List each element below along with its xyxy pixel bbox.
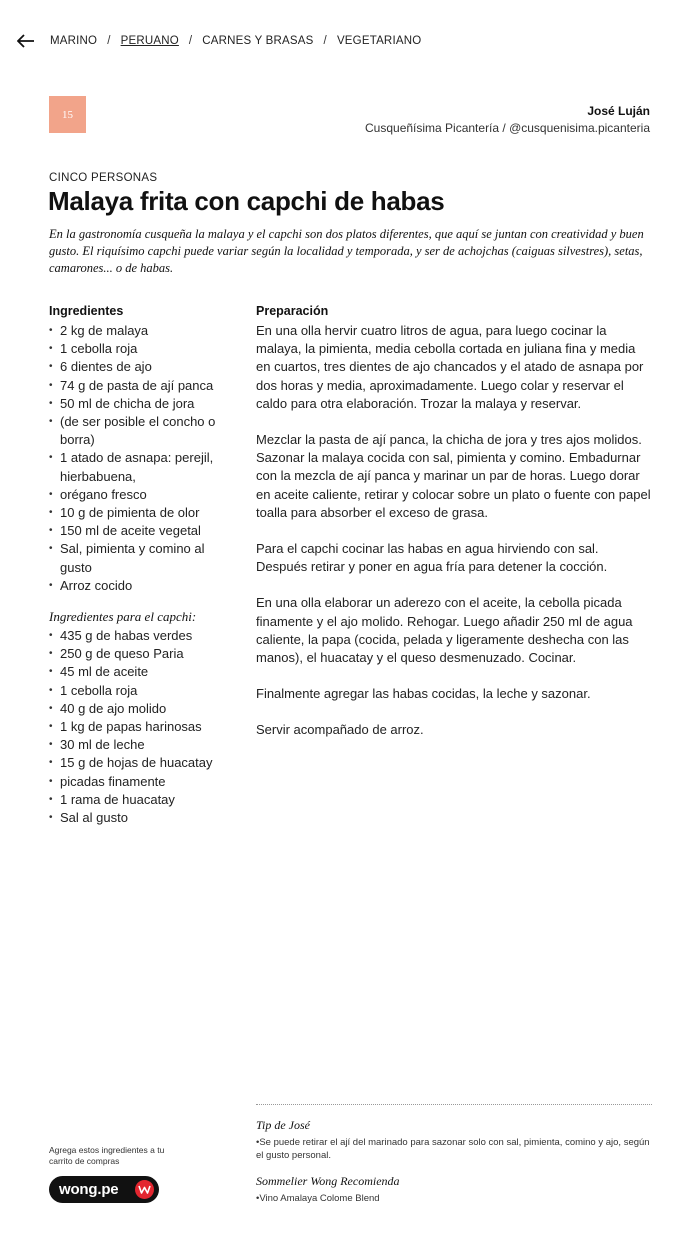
breadcrumb-carnes-y-brasas[interactable]: CARNES Y BRASAS	[202, 35, 314, 47]
list-item: • 45 ml de aceite	[49, 663, 234, 681]
wong-w-icon	[135, 1180, 154, 1199]
preparation-column	[256, 304, 652, 758]
wong-brand-label: wong.pe	[59, 1181, 119, 1198]
list-item: • 10 g de pimienta de olor	[49, 504, 234, 522]
recipe-title: Malaya frita con capchi de habas	[48, 186, 445, 216]
author-block	[365, 104, 650, 135]
breadcrumb	[50, 35, 421, 47]
list-item: • 50 ml de chicha de jora	[49, 395, 234, 413]
list-item: • 15 g de hojas de huacatay	[49, 754, 234, 772]
list-item: • 1 cebolla roja	[49, 682, 234, 700]
preparation-step: Mezclar la pasta de ají panca, la chicha de jora y tres ajos molidos. Sazonar la malaya cocida con sal, pimienta y comino. Embadurnar con la mezcla de ají panca y marinar un par de horas. Luego dorar en aceite caliente, retirar y colocar sobre un plato o fuente con papel toalla para absorber el exceso de grasa.	[256, 432, 651, 520]
list-item: • 6 dientes de ajo	[49, 358, 234, 376]
capchi-ingredients-list	[49, 627, 234, 827]
list-item: • 40 g de ajo molido	[49, 700, 234, 718]
breadcrumb-separator: /	[323, 35, 327, 47]
capchi-heading: Ingredientes para el capchi:	[49, 609, 197, 625]
list-item: • Arroz cocido	[49, 577, 234, 595]
preparation-step: Finalmente agregar las habas cocidas, la leche y sazonar.	[256, 686, 591, 702]
recipe-intro: En la gastronomía cusqueña la malaya y el capchi son dos platos diferentes, que aquí se juntan con creatividad y buen gusto. El riquísimo capchi puede variar según la localidad y temporada, y ser de achojchas (caiguas silvestres), setas, camarones... o de habas.	[49, 227, 644, 275]
list-item: • (de ser posible el concho o borra)	[49, 413, 234, 449]
recipe-number-badge: 15	[49, 96, 86, 133]
list-item: • 1 atado de asnapa: perejil, hierbabuena,	[49, 449, 234, 485]
tip-heading: Tip de José	[256, 1118, 310, 1132]
list-item: • 1 rama de huacatay	[49, 791, 234, 809]
list-item: • 150 ml de aceite vegetal	[49, 522, 234, 540]
author-name: José Luján	[587, 104, 650, 118]
list-item: • 250 g de queso Paria	[49, 645, 234, 663]
ingredients-heading: Ingredientes	[49, 304, 124, 318]
sommelier-text: •Vino Amalaya Colome Blend	[256, 1193, 380, 1204]
list-item: • 1 kg de papas harinosas	[49, 718, 234, 736]
breadcrumb-vegetariano[interactable]: VEGETARIANO	[336, 35, 422, 47]
breadcrumb-peruano[interactable]: PERUANO	[120, 35, 179, 47]
tip-text: •Se puede retirar el ají del marinado para sazonar solo con sal, pimienta, comino y ajo, según el gusto personal.	[256, 1137, 650, 1161]
preparation-step: En una olla hervir cuatro litros de agua, para luego cocinar la malaya, la pimienta, media cebolla cortada en juliana fina y media en cuartos, tres dientes de ajo chancados y el atado de asnapa por dos horas y media, aproximadamente. Luego colar y reservar el caldo para otra elaboración. Trozar la malaya y reservar.	[256, 323, 644, 411]
list-item: • 435 g de habas verdes	[49, 627, 234, 645]
list-item: • 74 g de pasta de ají panca	[49, 377, 234, 395]
dotted-divider	[256, 1104, 652, 1105]
ingredients-column	[49, 304, 234, 827]
list-item: • 1 cebolla roja	[49, 340, 234, 358]
sommelier-block	[256, 1174, 656, 1205]
list-item: • Sal, pimienta y comino al gusto	[49, 540, 234, 576]
preparation-step: Para el capchi cocinar las habas en agua hirviendo con sal. Después retirar y poner en agua fría para detener la cocción.	[256, 541, 608, 575]
wong-cart-button[interactable]	[49, 1176, 159, 1203]
list-item: • 2 kg de malaya	[49, 322, 234, 340]
top-navigation	[16, 28, 684, 54]
author-place: Cusqueñísima Picantería / @cusquenisima.picanteria	[365, 121, 650, 135]
back-arrow-icon[interactable]	[16, 31, 36, 51]
servings-label: CINCO PERSONAS	[49, 172, 158, 184]
preparation-step: Servir acompañado de arroz.	[256, 722, 424, 738]
list-item: • Sal al gusto	[49, 809, 234, 827]
list-item: • 30 ml de leche	[49, 736, 234, 754]
ingredients-list	[49, 322, 234, 595]
sommelier-heading: Sommelier Wong Recomienda	[256, 1174, 400, 1188]
breadcrumb-separator: /	[107, 35, 111, 47]
preparation-heading: Preparación	[256, 304, 329, 318]
preparation-step: En una olla elaborar un aderezo con el aceite, la cebolla picada finamente y el ajo molido. Rehogar. Luego añadir 250 ml de agua caliente, la papa (cocida, pelada y ligeramente deshecha con las manos), el huacatay y el queso desmenuzado. Cocinar.	[256, 595, 633, 666]
list-item: • picadas finamente	[49, 773, 234, 791]
breadcrumb-marino[interactable]: MARINO	[50, 35, 98, 47]
cart-note: Agrega estos ingredientes a tu carrito de compras	[49, 1145, 165, 1166]
tip-block	[256, 1118, 656, 1162]
breadcrumb-separator: /	[188, 35, 193, 47]
list-item: • orégano fresco	[49, 486, 234, 504]
